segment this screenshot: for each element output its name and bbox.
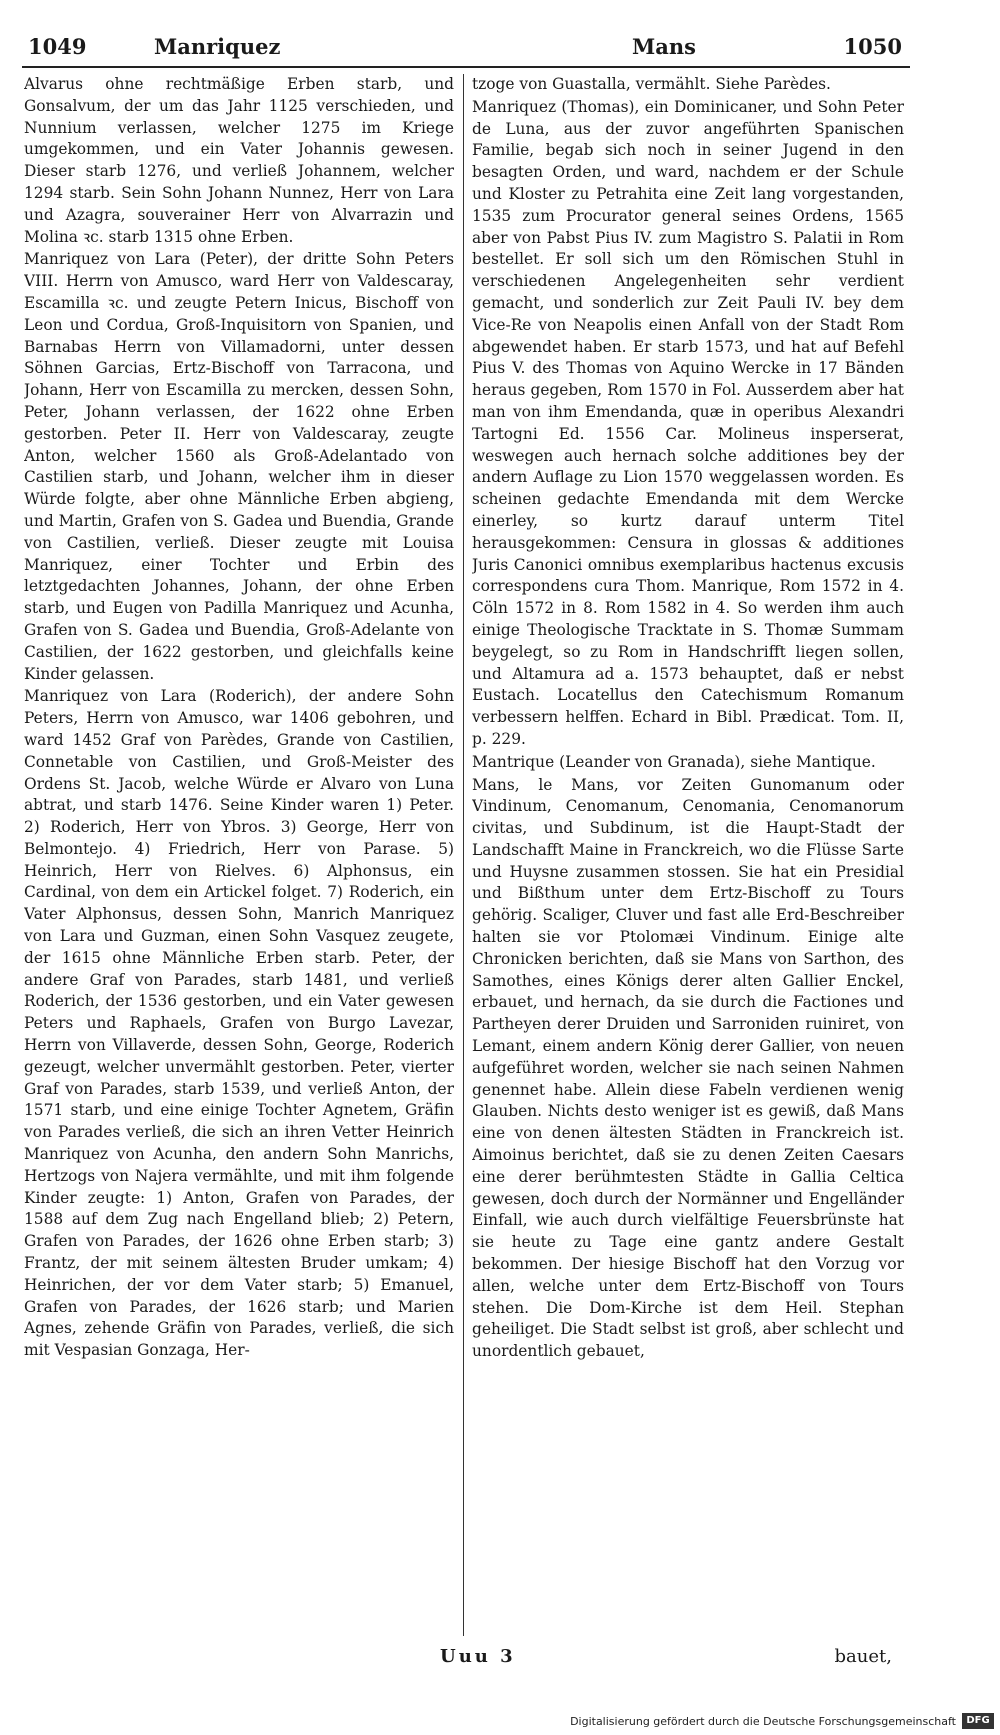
book-page: [22, 16, 910, 1716]
dfg-notice-text: Digitalisierung gefördert durch die Deutsche Forschungsgemeinschaft: [570, 1715, 956, 1728]
paragraph: Manriquez von Lara (Peter), der dritte Sohn Peters VIII. Herrn von Amusco, ward Herr von Valdescaray, Escamilla ꝛc. und zeugte Petern Inicus, Bischoff von Leon und Cordua, Groß-Inquisitorn von Spanien, und Barnabas Herrn von Villamadorni, unter dessen Söhnen Garcias, Ertz-Bischoff von Tarracona, und Johann, Herr von Escamilla zu mercken, dessen Sohn, Peter, Johann verlassen, der 1622 ohne Erben gestorben. Peter II. Herr von Valdescaray, zeugte Anton, welcher 1560 als Groß-Adelantado von Castilien starb, und Johann, welcher ihm in dieser Würde folgte, aber ohne Männliche Erben abgieng, und Martin, Grafen von S. Gadea und Buendia, Grande von Castilien, verließ. Dieser zeugte mit Louisa Manriquez, einer Tochter und Erbin des letztgedachten Johannes, Johann, der ohne Erben starb, und Eugen von Padilla Manriquez und Acunha, Grafen von S. Gadea und Buendia, Groß-Adelante von Castilien, der 1622 gestorben, und gleichfalls keine Kinder gelassen.: [24, 250, 454, 683]
paragraph: Manriquez (Thomas), ein Dominicaner, und Sohn Peter de Luna, aus der zuvor angeführten Spanischen Familie, begab sich noch in seiner Jugend in den besagten Orden, und ward, nachdem er der Schule und Kloster zu Petrahita eine Zeit lang vorgestanden, 1535 zum Procurator general seines Ordens, 1565 aber von Pabst Pius IV. zum Magistro S. Palatii in Rom bestellet. Er soll sich um den Römischen Stuhl in verschiedenen Angelegenheiten sehr verdient gemacht, und sonderlich zur Zeit Pauli IV. bey dem Vice-Re von Neapolis einen Anfall von der Stadt Rom abgewendet haben. Er starb 1573, und hat auf Befehl Pius V. des Thomas von Aquino Wercke in 17 Bänden heraus gegeben, Rom 1570 in Fol. Ausserdem aber hat man von ihm Emendanda, quæ in operibus Alexandri Tartogni Ed. 1556 Car. Molineus insperserat, weswegen auch hernach solche additiones bey der andern Auflage zu Lion 1570 weggelassen worden. Es scheinen gedachte Emendanda mit dem Wercke einerley, so kurtz darauf unterm Titel herausgekommen: Censura in glossas & additiones Juris Canonici omnibus exemplaribus hactenus excusis correspondens cura Thom. Manrique, Rom 1572 in 4. Cöln 1572 in 8. Rom 1582 in 4. So werden ihm auch einige Theologische Tracktate in S. Thomæ Summam beygelegt, so zu Rom in Handschrifft liegen sollen, und Altamura ad a. 1573 behauptet, daß er nebst Eustach. Locatellus den Catechismum Romanum verbessern helffen. Echard in Bibl. Prædicat. Tom. II, p. 229.: [472, 97, 904, 748]
left-keyword: Manriquez: [154, 34, 281, 59]
paragraph: Alvarus ohne rechtmäßige Erben starb, und Gonsalvum, der um das Jahr 1125 verschieden, und Nunnium verlassen, welcher 1275 im Kriege umgekommen, und ein Vater Johannis gewesen. Dieser starb 1276, und verließ Johannem, welcher 1294 starb. Sein Sohn Johann Nunnez, Herr von Lara und Azagra, souverainer Herr von Alvarrazin und Molina ꝛc. starb 1315 ohne Erben.: [24, 75, 454, 246]
paragraph: Manriquez von Lara (Roderich), der andere Sohn Peters, Herrn von Amusco, war 1406 gebohren, und ward 1452 Graf von Parèdes, Grande von Castilien, Connetable von Castilien, und Groß-Meister des Ordens St. Jacob, welche Würde er Alvaro von Luna abtrat, und starb 1476. Seine Kinder waren 1) Peter. 2) Roderich, Herr von Ybros. 3) George, Herr von Belmontejo. 4) Friedrich, Herr von Parase. 5) Heinrich, Herr von Rielves. 6) Alphonsus, ein Cardinal, von dem ein Artickel folget. 7) Roderich, ein Vater Alphonsus, dessen Sohn, Manrich Manriquez von Lara und Guzman, einen Sohn Vasquez zeugete, der 1615 ohne Männliche Erben starb. Peter, der andere Graf von Parades, starb 1481, und verließ Roderich, der 1536 gestorben, und ein Vater gewesen Peters und Raphaels, Grafen von Burgo Lavezar, Herrn von Villaverde, dessen Sohn, George, Roderich gezeugt, welcher unvermählt gestorben. Peter, vierter Graf von Parades, starb 1539, und verließ Anton, der 1571 starb, und eine einige Tochter Agnetem, Gräfin von Parades verließ, die sich an ihren Vetter Heinrich Manriquez von Acunha, den andern Sohn Manrichs, Hertzogs von Najera vermählte, und mit ihm folgende Kinder zeugte: 1) Anton, Grafen von Parades, der 1588 auf dem Zug nach Engelland blieb; 2) Petern, Grafen von Parades, der 1626 ohne Erben starb; 3) Frantz, der mit seinem ältesten Bruder umkam; 4) Heinrichen, der vor dem Vater starb; 5) Emanuel, Grafen von Parades, der 1626 starb; und Marien Agnes, zehende Gräfin von Parades, verließ, die sich mit Vespasian Gonzaga, Her-: [24, 687, 454, 1360]
running-header: [22, 16, 910, 60]
column-divider: [463, 74, 464, 1636]
paragraph: Mantrique (Leander von Granada), siehe Mantique.: [472, 752, 876, 771]
right-page-number: 1050: [843, 34, 902, 59]
header-rule: [22, 66, 910, 68]
dfg-logo: DFG: [962, 1713, 994, 1729]
left-page-number: 1049: [28, 34, 87, 59]
right-column: [472, 74, 904, 1634]
paragraph: tzoge von Guastalla, vermählt. Siehe Parèdes.: [472, 75, 831, 93]
digitization-notice: [0, 1712, 1000, 1732]
left-column: [24, 74, 454, 1634]
right-keyword: Mans: [632, 34, 696, 59]
signature-mark: Uuu 3: [440, 1646, 516, 1667]
page-footer: [22, 1644, 910, 1674]
catchword: bauet,: [834, 1646, 892, 1667]
paragraph: Mans, le Mans, vor Zeiten Gunomanum oder Vindinum, Cenomanum, Cenomania, Cenomanorum civitas, und Subdinum, ist die Haupt-Stadt der Landschafft Maine in Franckreich, wo die Flüsse Sarte und Huysne zusammen stossen. Sie hat ein Presidial und Bißthum unter dem Ertz-Bischoff zu Tours gehörig. Scaliger, Cluver und fast alle Erd-Beschreiber halten sie vor Ptolomæi Vindinum. Einige alte Chronicken berichten, daß sie Mans von Sarthon, des Samothes, eines Königs derer alten Gallier Enckel, erbauet, und hernach, da sie durch die Factiones und Partheyen derer Druiden und Sarroniden ruiniret, von Lemant, einem andern König derer Gallier, von neuen aufgeführet worden, welcher sie nach seinen Nahmen genennet habe. Allein diese Fabeln verdienen wenig Glauben. Nichts desto weniger ist es gewiß, daß Mans eine von denen ältesten Städten in Franckreich ist. Aimoinus berichtet, daß sie zu denen Zeiten Caesars eine derer berühmtesten Städte in Gallia Celtica gewesen, doch durch der Normänner und Engelländer Einfall, wie auch durch vielfältige Feuersbrünste hat sie heute zu Tage eine gantz andere Gestalt bekommen. Der hiesige Bischoff hat den Vorzug vor allen, welche unter dem Ertz-Bischoff von Tours stehen. Die Dom-Kirche ist dem Heil. Stephan geheiliget. Die Stadt selbst ist groß, aber schlecht und unordentlich gebauet,: [472, 775, 904, 1361]
